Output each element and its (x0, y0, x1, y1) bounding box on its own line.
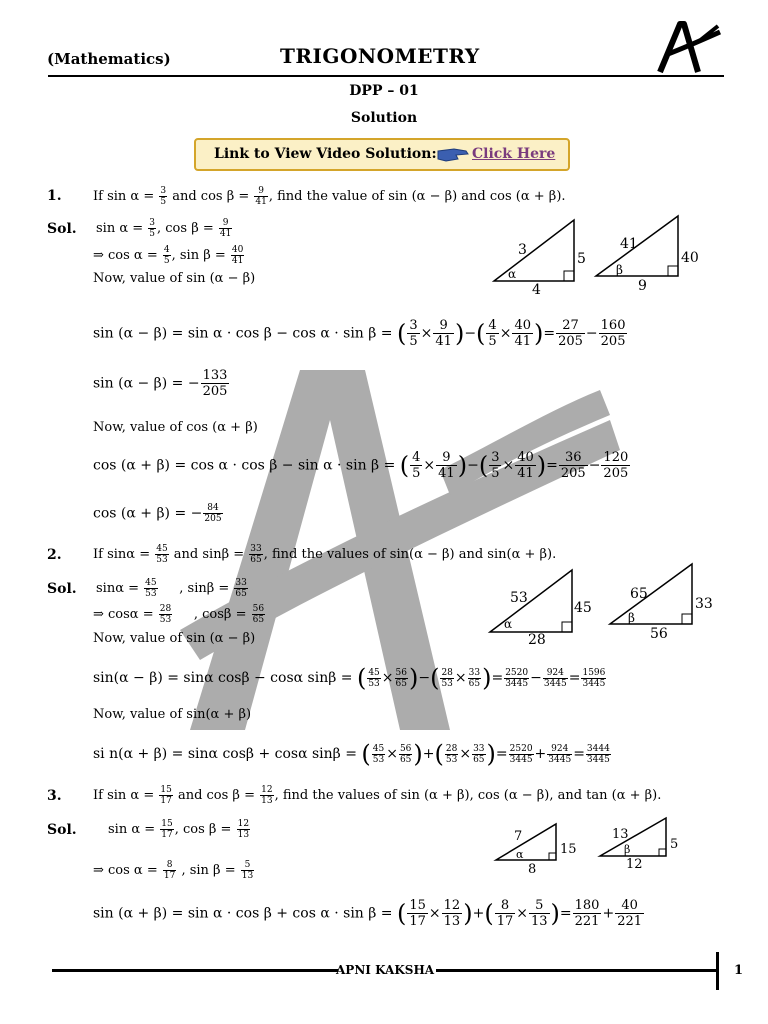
footer-brand: APNI KAKSHA (336, 963, 435, 977)
sol-line: Now, value of sin (α − β) (93, 271, 256, 286)
question-number: 3. (47, 788, 62, 804)
svg-text:13: 13 (612, 827, 629, 842)
equation: sin (α − β) = sin α · cos β − cos α · sin β = ( $\frac{3}{5}$ × $\frac{9}{41}$ )−( $\frac{4}{5}$ × $\frac{40}{41}$ )= $\frac{27}{205}$ − $\frac{160}{205}$ (93, 318, 626, 349)
sol-line: ⇒ cos α = $\frac{8}{17}$ , sin β = $\frac{5}{13}$ (93, 860, 254, 881)
svg-text:α: α (508, 267, 517, 281)
svg-text:56: 56 (650, 626, 668, 642)
sol-line: Now, value of sin(α + β) (93, 707, 252, 722)
svg-text:5: 5 (670, 837, 679, 852)
solution-heading: Solution (350, 110, 418, 126)
question-text: If sinα = $\frac{45}{53}$ and sinβ = $\frac{33}{65}$ , find the values of sin(α − β) and sin(α + β). (93, 544, 557, 565)
sol-line: sin α = $\frac{3}{5}$ , cos β = $\frac{9}{41}$ (96, 218, 232, 239)
sol-line: sinα = $\frac{45}{53}$ , sinβ = $\frac{33}{65}$ (96, 578, 247, 599)
triangle-diagram (592, 210, 702, 294)
question-text: If sin α = $\frac{15}{17}$ and cos β = $\frac{12}{13}$ , find the values of sin (α + β), cos (α − β), and tan (α + β). (93, 785, 662, 806)
footer-rule (436, 969, 716, 972)
question-number: 2. (47, 547, 62, 563)
equation: cos (α + β) = cos α · cos β − sin α · sin β = ( $\frac{4}{5}$ × $\frac{9}{41}$ )−( $\frac{3}{5}$ × $\frac{40}{41}$ )= $\frac{36}{205}$ − $\frac{120}{205}$ (93, 450, 629, 481)
svg-text:α: α (516, 848, 524, 861)
svg-text:3: 3 (518, 242, 527, 258)
svg-text:α: α (504, 617, 513, 631)
svg-text:12: 12 (626, 857, 643, 870)
svg-text:65: 65 (630, 586, 648, 602)
footer-rule (52, 969, 338, 972)
sol-label: Sol. (47, 581, 77, 597)
svg-text:33: 33 (695, 596, 713, 612)
click-here-link[interactable]: Click Here (472, 146, 556, 162)
question-text: If sin α = $\frac{3}{5}$ and cos β = $\frac{9}{41}$ , find the value of sin (α − β) and cos (α + β). (93, 186, 566, 207)
equation: sin(α − β) = sinα cosβ − cosα sinβ = ( $\frac{45}{53}$ × $\frac{56}{65}$ )−( $\frac{28}{53}$ × $\frac{33}{65}$ )= $\frac{2520}{3445}$ − $\frac{924}{3445}$ = $\frac{1596}{3445}$ (93, 664, 606, 692)
svg-text:40: 40 (681, 250, 699, 266)
svg-text:7: 7 (514, 829, 523, 844)
svg-text:4: 4 (532, 282, 541, 296)
pointing-hand-icon (436, 143, 470, 165)
sol-label: Sol. (47, 221, 77, 237)
header-rule (48, 75, 724, 77)
sol-line: Now, value of cos (α + β) (93, 420, 258, 435)
svg-text:8: 8 (528, 862, 537, 876)
equation: sin (α − β) = − $\frac{133}{205}$ (93, 368, 228, 399)
triangle-diagram (596, 814, 686, 870)
footer-divider (716, 952, 719, 990)
video-link-label: Link to View Video Solution: (214, 146, 437, 162)
svg-text:41: 41 (620, 236, 638, 252)
sol-line: Now, value of sin (α − β) (93, 631, 256, 646)
svg-text:45: 45 (574, 600, 592, 616)
equation: cos (α + β) = − $\frac{84}{205}$ (93, 503, 222, 524)
dpp-number: DPP – 01 (349, 83, 419, 99)
subject-label: (Mathematics) (47, 50, 171, 68)
sol-line: sin α = $\frac{15}{17}$ , cos β = $\frac{12}{13}$ (108, 819, 250, 840)
sol-label: Sol. (47, 822, 77, 838)
brand-logo (654, 20, 724, 76)
triangle-diagram (484, 566, 596, 648)
svg-text:15: 15 (560, 842, 577, 857)
triangle-diagram (488, 214, 592, 296)
equation: si n(α + β) = sinα cosβ + cosα sinβ = ( $\frac{45}{53}$ × $\frac{56}{65}$ )+( $\frac{28}{53}$ × $\frac{33}{65}$ )= $\frac{2520}{3445}$ + $\frac{924}{3445}$ = $\frac{3444}{3445}$ (93, 740, 610, 768)
question-number: 1. (47, 188, 62, 204)
page-number: 1 (734, 963, 744, 978)
page-title: TRIGONOMETRY (280, 44, 480, 68)
svg-text:9: 9 (638, 278, 647, 294)
sol-line: ⇒ cosα = $\frac{28}{53}$ , cosβ = $\frac{56}{65}$ (93, 604, 265, 625)
triangle-diagram (492, 820, 582, 876)
svg-text:5: 5 (577, 251, 586, 267)
equation: sin (α + β) = sin α · cos β + cos α · sin β = ( $\frac{15}{17}$ × $\frac{12}{13}$ )+( $\frac{8}{17}$ × $\frac{5}{13}$ )= $\frac{180}{221}$ + $\frac{40}{221}$ (93, 898, 643, 929)
svg-text:β: β (628, 611, 635, 625)
sol-line: ⇒ cos α = $\frac{4}{5}$ , sin β = $\frac{40}{41}$ (93, 245, 244, 266)
svg-text:28: 28 (528, 632, 546, 648)
svg-text:β: β (616, 263, 623, 277)
svg-text:53: 53 (510, 590, 528, 606)
svg-text:β: β (624, 843, 631, 856)
triangle-diagram (606, 562, 718, 642)
